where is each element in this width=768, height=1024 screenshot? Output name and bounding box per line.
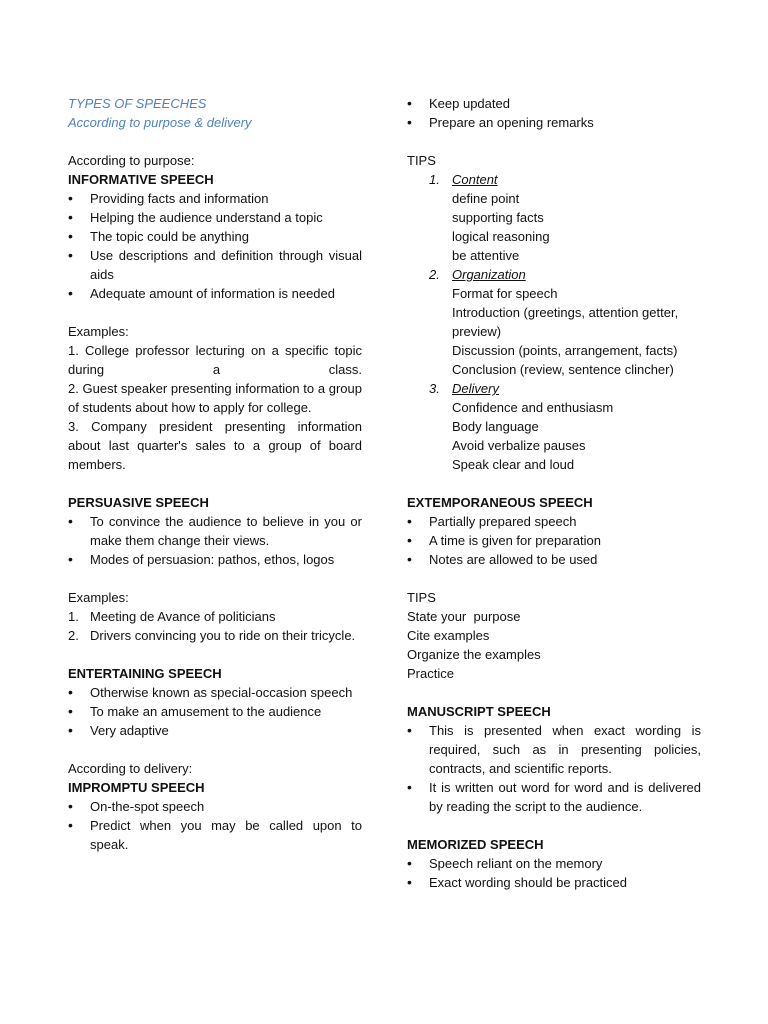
informative-heading: INFORMATIVE SPEECH	[68, 172, 214, 187]
persuasive-bullets	[68, 512, 362, 569]
list-item	[68, 607, 362, 626]
informative-example-3: 3. Company president presenting information about last quarter's sales to a group of board members.	[68, 419, 362, 472]
list-item: • Speech reliant on the memory	[407, 854, 701, 873]
persuasive-heading: PERSUASIVE SPEECH	[68, 495, 209, 510]
delivery-label: According to delivery:	[68, 761, 193, 776]
list-item: • Otherwise known as special-occasion speech	[68, 683, 362, 702]
manuscript-heading: MANUSCRIPT SPEECH	[407, 704, 551, 719]
list-text: Meeting de Avance of politicians	[90, 609, 276, 624]
persuasive-examples-label: Examples:	[68, 590, 129, 605]
impromptu-tips-label: TIPS	[407, 153, 436, 168]
tip-item: define point	[452, 191, 520, 206]
list-text: Drivers convincing you to ride on their tricycle.	[90, 628, 356, 643]
impromptu-bullets	[68, 797, 362, 854]
list-number: 2.	[68, 628, 79, 643]
list-item: • To convince the audience to believe in you or make them change their views.	[68, 512, 362, 550]
tip-item: Conclusion (review, sentence clincher)	[452, 362, 674, 377]
manuscript-bullets	[407, 721, 701, 816]
extemporaneous-tip: Practice	[407, 666, 454, 681]
list-item: • A time is given for preparation	[407, 531, 701, 550]
document-subtitle: According to purpose & delivery	[68, 115, 252, 130]
tip-item: Introduction (greetings, attention getter, preview)	[452, 305, 679, 339]
list-item	[68, 626, 362, 645]
purpose-label: According to purpose:	[68, 153, 195, 168]
extemporaneous-bullets	[407, 512, 701, 569]
tip-number: 2.	[429, 267, 440, 282]
right-column	[407, 94, 701, 892]
extemporaneous-tip: Cite examples	[407, 628, 490, 643]
extemporaneous-heading: EXTEMPORANEOUS SPEECH	[407, 495, 593, 510]
impromptu-continued-bullets	[407, 94, 701, 132]
tip-item: logical reasoning	[452, 229, 550, 244]
tip-label: Organization	[452, 267, 526, 282]
left-column	[68, 94, 362, 854]
extemporaneous-tip: State your purpose	[407, 609, 521, 624]
memorized-heading: MEMORIZED SPEECH	[407, 837, 544, 852]
list-item: • Providing facts and information	[68, 189, 362, 208]
list-item: • Modes of persuasion: pathos, ethos, logos	[68, 550, 362, 569]
impromptu-heading: IMPROMPTU SPEECH	[68, 780, 205, 795]
list-item: • Adequate amount of information is needed	[68, 284, 362, 303]
list-item: • To make an amusement to the audience	[68, 702, 362, 721]
list-item: • Predict when you may be called upon to speak.	[68, 816, 362, 854]
list-item: • Very adaptive	[68, 721, 362, 740]
list-item: • Use descriptions and definition through visual aids	[68, 246, 362, 284]
tip-item: Confidence and enthusiasm	[452, 400, 614, 415]
list-item: • The topic could be anything	[68, 227, 362, 246]
tip-label: Delivery	[452, 381, 499, 396]
impromptu-tips	[407, 170, 701, 474]
memorized-bullets	[407, 854, 701, 892]
list-item: • Exact wording should be practiced	[407, 873, 701, 892]
extemporaneous-tips-label: TIPS	[407, 590, 436, 605]
list-item: • Partially prepared speech	[407, 512, 701, 531]
tip-heading	[407, 170, 701, 189]
informative-example-1: 1. College professor lecturing on a specific topic during a class.	[68, 343, 362, 377]
tip-item: be attentive	[452, 248, 520, 263]
tip-label: Content	[452, 172, 498, 187]
entertaining-heading: ENTERTAINING SPEECH	[68, 666, 222, 681]
tip-item: Body language	[452, 419, 539, 434]
tip-item: Speak clear and loud	[452, 457, 575, 472]
extemporaneous-tip: Organize the examples	[407, 647, 541, 662]
tip-heading	[407, 265, 701, 284]
list-item: • On-the-spot speech	[68, 797, 362, 816]
entertaining-bullets	[68, 683, 362, 740]
list-item: • This is presented when exact wording is required, such as in presenting policies, contracts, and scientific reports.	[407, 721, 701, 778]
tip-number: 3.	[429, 381, 440, 396]
informative-bullets	[68, 189, 362, 303]
list-item: • Keep updated	[407, 94, 701, 113]
tip-item: Discussion (points, arrangement, facts)	[452, 343, 678, 358]
document-title: TYPES OF SPEECHES	[68, 96, 207, 111]
tip-item: supporting facts	[452, 210, 544, 225]
tip-item: Format for speech	[452, 286, 558, 301]
list-item: • Prepare an opening remarks	[407, 113, 701, 132]
tip-heading	[407, 379, 701, 398]
list-item: • Notes are allowed to be used	[407, 550, 701, 569]
list-number: 1.	[68, 609, 79, 624]
tip-number: 1.	[429, 172, 440, 187]
list-item: • It is written out word for word and is delivered by reading the script to the audience.	[407, 778, 701, 816]
informative-example-2: 2. Guest speaker presenting information to a group of students about how to apply for college.	[68, 381, 362, 415]
persuasive-examples	[68, 607, 362, 645]
tip-item: Avoid verbalize pauses	[452, 438, 586, 453]
list-item: • Helping the audience understand a topic	[68, 208, 362, 227]
informative-examples-label: Examples:	[68, 324, 129, 339]
